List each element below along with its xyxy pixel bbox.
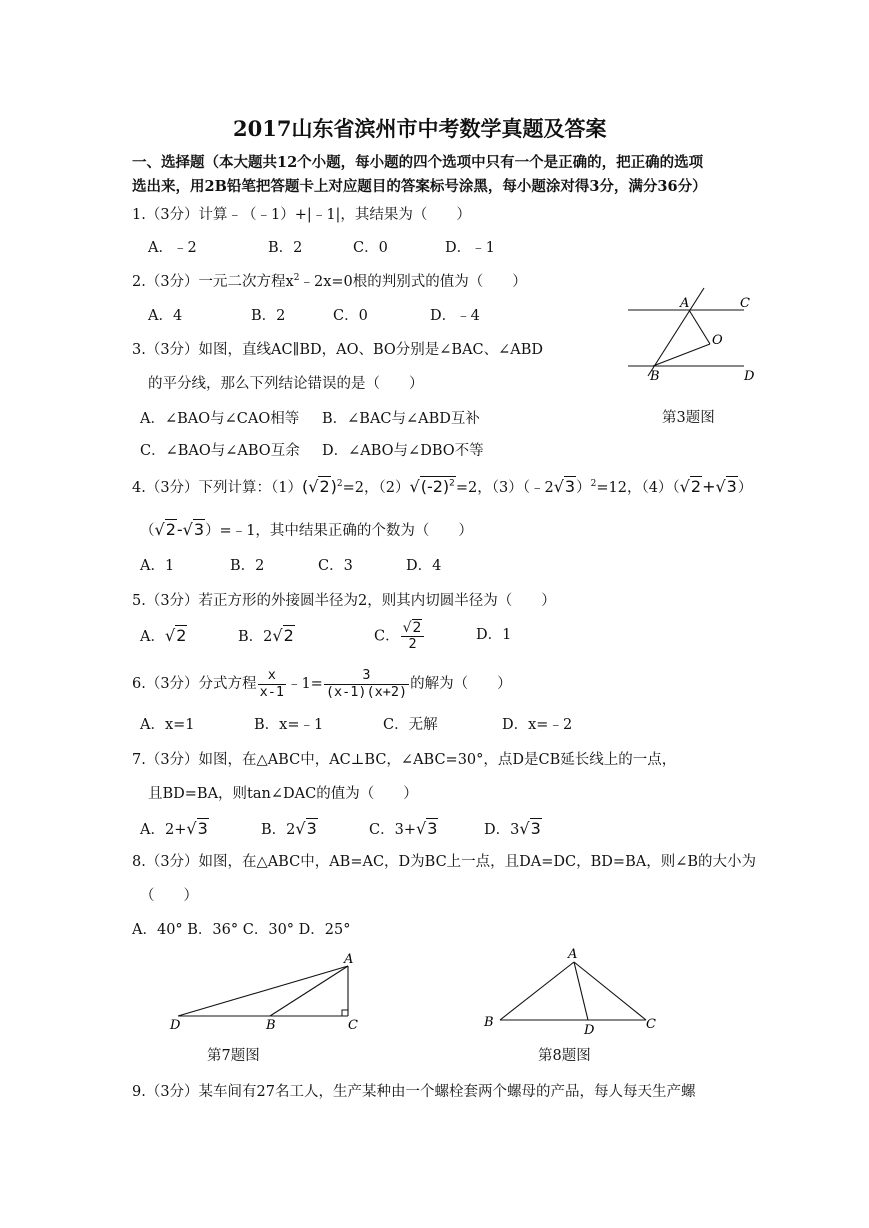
- q3-option-a: A．∠BAO与∠CAO相等: [140, 411, 300, 427]
- label-A: A: [568, 947, 578, 962]
- q4-expr4: √2+√3: [679, 477, 737, 496]
- q4-expr3: √3: [553, 477, 576, 496]
- q6-stem-a: 6.（3分）分式方程: [132, 676, 257, 693]
- q7-c-label: C．3+: [369, 822, 416, 838]
- q3-option-b: B．∠BAC与∠ABD互补: [322, 411, 480, 427]
- q7-a-expr: √3: [186, 819, 208, 838]
- label-B: B: [484, 1015, 494, 1030]
- q7-b-expr: √3: [295, 819, 317, 838]
- q5-b-expr: √2: [272, 626, 294, 645]
- label-B: B: [266, 1018, 276, 1032]
- q5-a-expr: √2: [164, 626, 187, 645]
- q2-stem-b: ﹣2x=0根的判别式的值为（ ）: [299, 273, 527, 290]
- q7-stem-line1: 7.（3分）如图，在△ABC中，AC⊥BC，∠ABC=30°，点D是CB延长线上的一点，: [132, 752, 677, 768]
- q6-option-d: D．x=﹣2: [502, 717, 573, 733]
- q6-den2: (x-1)(x+2): [325, 683, 408, 700]
- q5-c-frac: $\frac{√2}{2}$: [401, 620, 425, 653]
- q7-option-c: [369, 821, 438, 838]
- q4-line2a: （: [140, 523, 155, 539]
- q3-stem-line1: 3.（3分）如图，直线AC∥BD，AO、BO分别是∠BAC、∠ABD: [132, 342, 544, 358]
- q5-option-b: [238, 628, 295, 645]
- q3-option-c: C．∠BAO与∠ABO互余: [140, 443, 300, 459]
- q7-option-d: [484, 821, 542, 838]
- q6-option-c: C．无解: [383, 717, 438, 733]
- q2-option-c: C．0: [333, 308, 368, 324]
- q6-mid: ﹣1=: [286, 676, 323, 693]
- label-A: A: [344, 952, 354, 967]
- q4-p4: =12，（4）（: [596, 480, 680, 496]
- line-ba: [270, 966, 348, 1016]
- q7-option-a: [140, 821, 209, 838]
- q4-stem-line2: [140, 522, 473, 539]
- q4-expr2: $√(-2)^2$: [409, 477, 455, 496]
- q7-b-label: B．2: [261, 822, 296, 838]
- q7-d-rad: 3: [530, 819, 541, 838]
- q7-c-expr: √3: [415, 819, 438, 838]
- label-O: O: [712, 333, 723, 348]
- page-title: 2017山东省滨州市中考数学真题及答案: [233, 116, 607, 141]
- q8-options: A．40° B．36° C．30° D．25°: [132, 922, 351, 938]
- q1-option-c: C．0: [353, 240, 388, 256]
- q6-frac1: [258, 668, 286, 700]
- q4-rad: 2: [319, 477, 330, 496]
- q4-line2b: ）=﹣1，其中结果正确的个数为（ ）: [205, 523, 473, 539]
- q6-num1: x: [258, 668, 286, 685]
- q3-caption: 第3题图: [662, 410, 715, 426]
- section-header-line1: 一、选择题（本大题共12个小题，每小题的四个选项中只有一个是正确的，把正确的选项: [132, 154, 704, 171]
- q3-option-d: D．∠ABO与∠DBO不等: [322, 443, 484, 459]
- label-C: C: [646, 1017, 656, 1032]
- q4-option-c: C．3: [318, 558, 353, 574]
- q4-rad3: 3: [564, 477, 576, 496]
- line-ac: [574, 962, 646, 1020]
- q5-c-label: C．: [374, 628, 400, 645]
- q8-caption: 第8题图: [538, 1048, 591, 1064]
- q4-expr5: √2-√3: [154, 520, 205, 539]
- q2-sup: 2: [293, 273, 300, 283]
- q7-a-rad: 3: [197, 819, 208, 838]
- line-ad: [574, 962, 588, 1020]
- q4-expr1: (√2): [302, 477, 337, 496]
- q2-option-a: A．4: [148, 308, 183, 324]
- q7-figure: [168, 952, 368, 1032]
- q4-sq: 2: [336, 479, 343, 490]
- q1-option-d: D．﹣1: [445, 240, 495, 256]
- q8-stem-line1: 8.（3分）如图，在△ABC中，AB=AC，D为BC上一点，且DA=DC，BD=BA，则∠B的大小为: [132, 854, 757, 870]
- label-D: D: [584, 1023, 595, 1036]
- q7-c-rad: 3: [427, 819, 438, 838]
- q5-b-rad: 2: [283, 626, 294, 645]
- q4-option-a: A．1: [140, 558, 175, 574]
- q6-frac2: [324, 668, 409, 700]
- line-ba: [500, 962, 574, 1020]
- q7-stem-line2: 且BD=BA，则tan∠DAC的值为（ ）: [148, 786, 418, 802]
- q4-p3: ）: [576, 480, 591, 496]
- q5-option-c: [374, 620, 425, 653]
- q2-stem-a: 2.（3分）一元二次方程x: [132, 273, 294, 290]
- q4-option-b: B．2: [230, 558, 265, 574]
- q4-sq2: 2: [449, 478, 455, 489]
- q4-stem-line1: [132, 479, 752, 496]
- q1-option-a: A．﹣2: [148, 240, 197, 256]
- q7-d-label: D．3: [484, 822, 520, 838]
- q4-p1: =2，（2）: [342, 480, 410, 496]
- line-da: [178, 966, 348, 1016]
- q4-option-d: D．4: [406, 558, 442, 574]
- label-B: B: [650, 369, 660, 384]
- q3-stem-line2: 的平分线，那么下列结论错误的是（ ）: [148, 376, 424, 392]
- q5-a-label: A．: [140, 629, 165, 645]
- label-D: D: [744, 369, 755, 384]
- q1-stem: 1.（3分）计算﹣（﹣1）+|﹣1|，其结果为（ ）: [132, 207, 471, 223]
- q5-option-a: [140, 628, 187, 645]
- q6-option-b: B．x=﹣1: [254, 717, 324, 733]
- q6-den1: x-1: [259, 683, 284, 700]
- q2-option-b: B．2: [251, 308, 286, 324]
- label-C: C: [740, 296, 750, 311]
- q4-p5: ）: [737, 480, 753, 496]
- q8-stem-line2: （ ）: [140, 888, 198, 904]
- q7-caption: 第7题图: [207, 1048, 260, 1064]
- q4-minus: -: [176, 520, 183, 539]
- line-ao: [689, 310, 710, 344]
- q7-d-expr: √3: [519, 819, 541, 838]
- label-A: A: [680, 296, 690, 311]
- q4-plus: +: [702, 477, 716, 496]
- q8-figure: [480, 946, 670, 1036]
- q7-a-label: A．2+: [140, 822, 187, 838]
- q4-prefix: 4.（3分）下列计算：（1）: [132, 480, 303, 496]
- section-header-line2: 选出来，用2B铅笔把答题卡上对应题目的答案标号涂黑，每小题涂对得3分，满分36分）: [132, 178, 707, 195]
- q7-b-rad: 3: [306, 819, 317, 838]
- right-angle-mark: [342, 1010, 348, 1016]
- label-C: C: [348, 1018, 358, 1032]
- q6-num2: 3: [324, 668, 409, 685]
- q4-rad5: 3: [726, 477, 737, 496]
- q5-c-den: 2: [408, 636, 417, 653]
- q6-option-a: A．x=1: [140, 717, 195, 733]
- q4-rad6: 2: [165, 520, 176, 539]
- q5-b-label: B．2: [238, 629, 273, 645]
- q4-radneg: (-2): [420, 477, 450, 496]
- q5-stem: 5.（3分）若正方形的外接圆半径为2，则其内切圆半径为（ ）: [132, 593, 556, 609]
- q4-rad4: 2: [690, 477, 702, 496]
- q4-sq3: 2: [590, 479, 597, 490]
- q7-option-b: [261, 821, 318, 838]
- q6-stem-b: 的解为（ ）: [410, 676, 512, 693]
- q5-a-rad: 2: [176, 626, 187, 645]
- q3-figure: [622, 286, 772, 386]
- q2-stem: [132, 274, 527, 289]
- q2-option-d: D．﹣4: [430, 308, 480, 324]
- q1-option-b: B．2: [268, 240, 303, 256]
- line-ab: [648, 288, 704, 376]
- q5-c-rad: 2: [412, 620, 422, 636]
- q5-option-d: D．1: [476, 627, 512, 643]
- q6-stem: [132, 668, 512, 700]
- q4-p2: =2，（3）（﹣2: [455, 480, 554, 496]
- label-D: D: [170, 1018, 181, 1032]
- q9-stem-line1: 9.（3分）某车间有27名工人，生产某种由一个螺栓套两个螺母的产品，每人每天生产螺: [132, 1084, 696, 1100]
- q4-rad7: 3: [193, 520, 205, 539]
